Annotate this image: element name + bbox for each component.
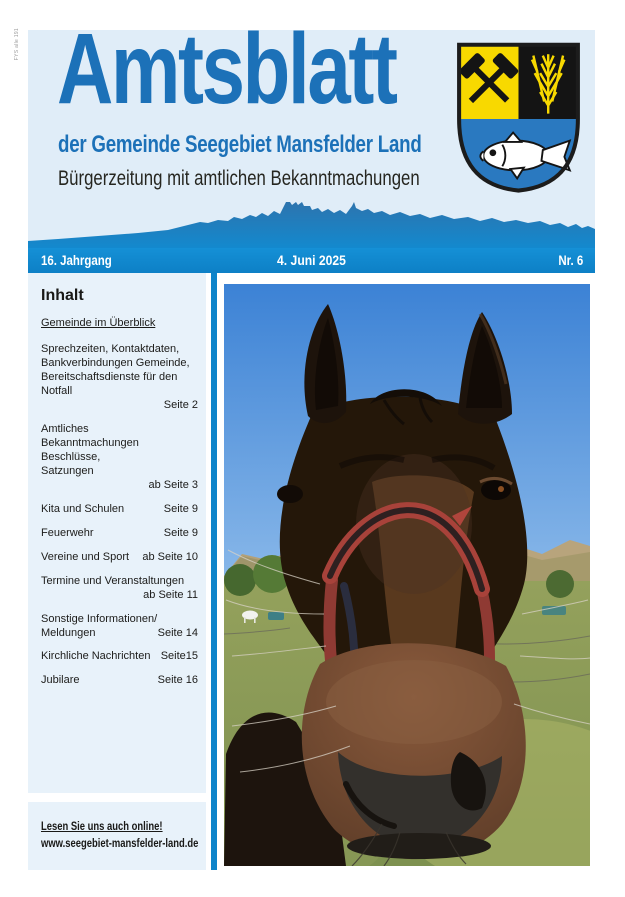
toc-entry-sonstige bbox=[41, 613, 198, 641]
toc-line: Amtliches bbox=[41, 422, 89, 435]
toc-label: Jubilare bbox=[41, 674, 80, 687]
toc-entry-amtliches bbox=[41, 423, 198, 493]
table-of-contents bbox=[28, 273, 206, 793]
toc-line: Sprechzeiten, Kontaktdaten, bbox=[41, 343, 180, 355]
toc-entry-kirchliche bbox=[41, 650, 198, 664]
toc-page-number: Seite 2 bbox=[163, 398, 198, 411]
issue-bar bbox=[28, 248, 595, 273]
toc-page-number: Seite 14 bbox=[157, 626, 198, 639]
issue-number: Nr. 6 bbox=[558, 253, 583, 268]
masthead-tagline: Bürgerzeitung mit amtlichen Bekanntmachungen bbox=[58, 166, 420, 190]
toc-line: Termine und Veranstaltungen bbox=[41, 574, 185, 587]
toc-page-number: Seite 9 bbox=[163, 526, 198, 539]
toc-heading: Inhalt bbox=[41, 287, 84, 304]
toc-page-number: Seite 16 bbox=[157, 674, 198, 687]
toc-page-number: Seite15 bbox=[160, 650, 198, 663]
printer-edge-mark: FYS alle 191 bbox=[14, 28, 20, 61]
masthead-subtitle: der Gemeinde Seegebiet Mansfelder Land bbox=[58, 131, 422, 158]
toc-overview-link: Gemeinde im Überblick bbox=[41, 317, 156, 329]
toc-label: Kita und Schulen bbox=[41, 502, 125, 515]
toc-label: Feuerwehr bbox=[41, 526, 94, 539]
toc-label: Meldungen bbox=[41, 626, 96, 639]
toc-entry-sprechzeiten bbox=[41, 343, 198, 413]
skyline-silhouette bbox=[28, 194, 595, 248]
toc-page-number: ab Seite 11 bbox=[143, 588, 198, 601]
toc-entry-kita bbox=[41, 503, 198, 517]
toc-label: Vereine und Sport bbox=[41, 550, 130, 563]
toc-entry-feuerwehr bbox=[41, 527, 198, 541]
online-box bbox=[28, 802, 206, 870]
coat-of-arms-icon bbox=[451, 38, 586, 196]
toc-line: Sonstige Informationen/ bbox=[41, 612, 158, 625]
toc-line: Bereitschaftsdienste für den Notfall bbox=[41, 370, 178, 397]
issue-volume: 16. Jahrgang bbox=[41, 253, 112, 268]
toc-label: Kirchliche Nachrichten bbox=[41, 650, 151, 663]
masthead bbox=[28, 30, 595, 248]
website-url: www.seegebiet-mansfelder-land.de bbox=[41, 837, 199, 850]
online-cta: Lesen Sie uns auch online! bbox=[41, 821, 163, 833]
toc-page-number: ab Seite 10 bbox=[142, 550, 198, 563]
toc-line: Satzungen bbox=[41, 464, 94, 477]
toc-entry-termine bbox=[41, 575, 198, 603]
page-title: Amtsblatt bbox=[57, 30, 396, 125]
column-divider bbox=[211, 273, 217, 870]
cover-photo-horse bbox=[224, 284, 590, 866]
toc-entry-vereine bbox=[41, 551, 198, 565]
toc-line: Bekanntmachungen Beschlüsse, bbox=[41, 436, 139, 463]
toc-line: Bankverbindungen Gemeinde, bbox=[41, 356, 190, 369]
toc-entry-jubilare bbox=[41, 674, 198, 688]
toc-page-number: ab Seite 3 bbox=[148, 478, 198, 491]
toc-page-number: Seite 9 bbox=[163, 502, 198, 515]
issue-date: 4. Juni 2025 bbox=[277, 253, 346, 268]
